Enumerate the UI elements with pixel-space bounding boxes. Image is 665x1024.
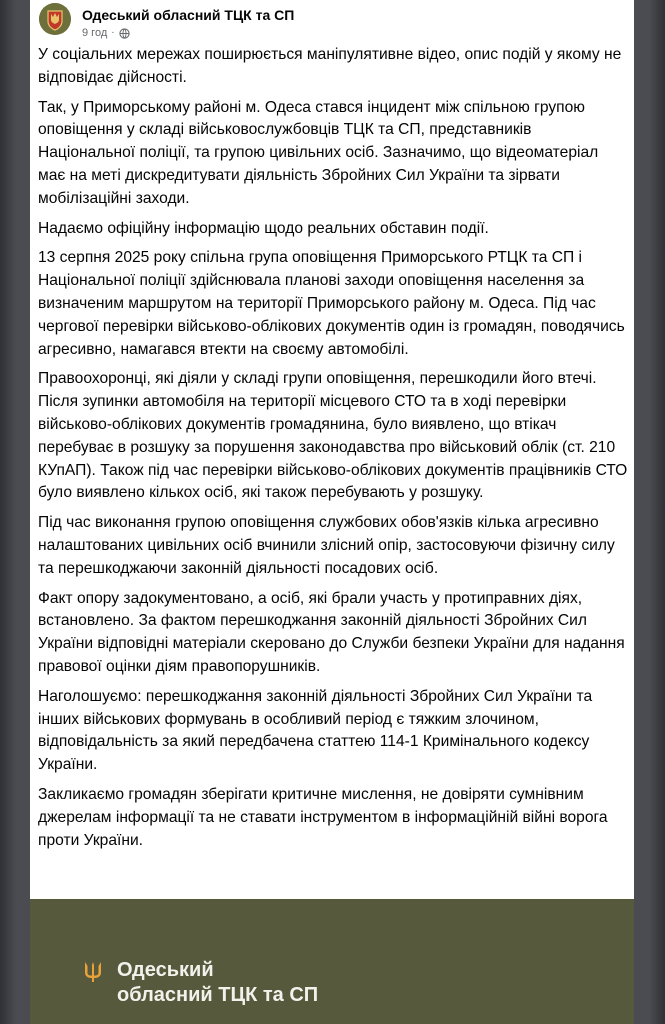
post-text (38, 44, 628, 859)
page-name-link[interactable]: Одеський обласний ТЦК та СП (82, 7, 295, 23)
banner-title (117, 958, 318, 1008)
trident-icon-svg (83, 960, 103, 984)
post-image-banner[interactable] (30, 899, 634, 1024)
post-meta (82, 26, 130, 40)
globe-icon (119, 28, 130, 39)
post-paragraph: Так, у Приморському районі м. Одеса стався інцидент між спільною групою оповіщення у складі військовослужбовців ТЦК та СП, представників Національної поліції, та групою цивільних осіб. Зазначимо, що відеоматеріал має на меті дискредитувати діяльність Збройних Сил України та зірвати мобілізаційні заходи. (38, 98, 599, 207)
meta-separator: · (111, 27, 115, 38)
facebook-post-card (30, 0, 634, 1024)
post-paragraph: Під час виконання групою оповіщення службових обов'язків кілька агресивно налаштованих цивільних осіб вчинили злісний опір, застосовуючи фізичну силу та перешкоджаючи законній діяльності посадових осіб. (38, 514, 615, 577)
post-header (30, 0, 634, 44)
globe-icon-svg (119, 28, 130, 39)
tck-emblem-icon[interactable] (39, 3, 71, 35)
banner-title-line: обласний ТЦК та СП (117, 984, 319, 1006)
post-paragraph: Правоохоронці, які діяли у складі групи оповіщення, перешкодили його втечі. Після зупинки автомобіля на території місцевого СТО та в ході перевірки військово-облікових документів громадянина, було виявлено, що втікач перебуває в розшуку за порушення законодавства про військовий облік (ст. 210 КУпАП). Також під час перевірки військово-облікових документів працівників СТО було виявлено кількох осіб, які також перебувають у розшуку. (38, 370, 628, 502)
avatar-emblem-svg (39, 3, 71, 35)
post-paragraph: Факт опору задокументовано, а осіб, які брали участь у протиправних діях, встановлено. За фактом перешкоджання законній діяльності Збройних Сил України відповідні матеріали скеровано до Служби безпеки України для надання правової оцінки діям правопорушників. (38, 589, 625, 675)
post-paragraph: Закликаємо громадян зберігати критичне мислення, не довіряти сумнівним джерелам інформації та не ставати інструментом в інформаційній війні ворога проти України. (38, 785, 608, 849)
post-paragraph: У соціальних мережах поширюється маніпулятивне відео, опис подій у якому не відповідає дійсності. (38, 46, 622, 86)
post-paragraph: 13 серпня 2025 року спільна група оповіщення Приморського РТЦК та СП і Національної поліції здійснювала планові заходи оповіщення населення за визначеним маршрутом на території Приморського району м. Одеса. Під час чергової перевірки військово-облікових документів один із громадян, поводячись агресивно, намагався втекти на своєму автомобілі. (38, 249, 625, 358)
trident-icon (83, 960, 103, 984)
post-paragraph: Наголошуємо: перешкоджання законній діяльності Збройних Сил України та інших військових формувань в особливий період є тяжким злочином, відповідальність за який передбачена статтею 114-1 Кримінального кодексу України. (38, 687, 593, 774)
post-time-link[interactable]: 9 год (82, 27, 108, 39)
post-paragraph: Надаємо офіційну інформацію щодо реальних обставин події. (38, 219, 489, 237)
banner-title-line: Одеський (117, 959, 214, 981)
